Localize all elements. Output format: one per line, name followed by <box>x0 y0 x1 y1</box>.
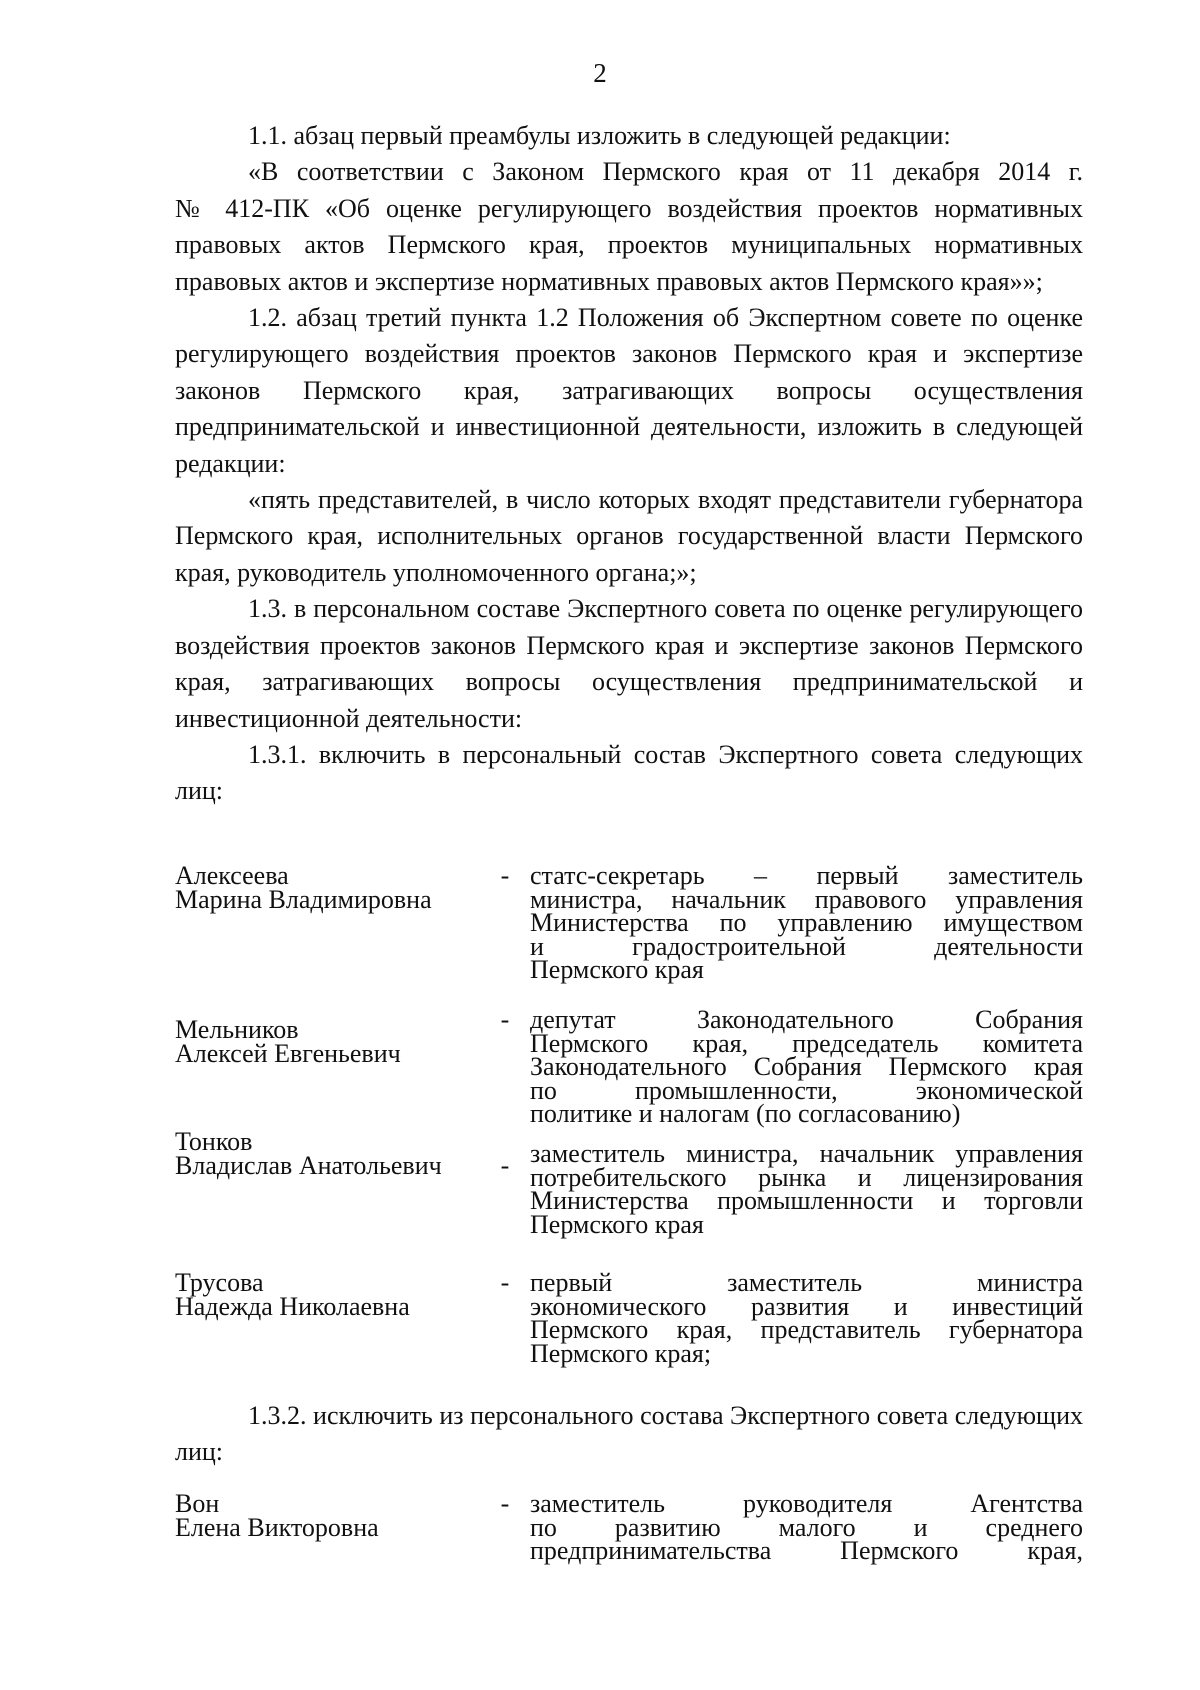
role-line: и градостроительной деятельности <box>530 931 1083 961</box>
role-line: Пермского края; <box>530 1338 712 1368</box>
role-line: Пермского края <box>530 955 704 984</box>
person-role <box>530 861 1083 984</box>
person-name <box>175 1127 475 1180</box>
person-surname: Тонков <box>175 1127 253 1156</box>
role-line: предпринимательства Пермского края, <box>530 1536 1083 1565</box>
role-line: политике и налогам (по согласованию) <box>530 1099 961 1128</box>
person-name <box>175 1015 475 1068</box>
dash-separator: - <box>500 1005 510 1034</box>
person-given-names: Елена Викторовна <box>175 1512 379 1542</box>
person-given-names: Алексей Евгеньевич <box>175 1038 401 1068</box>
role-line: Пермского края, представитель губернатора <box>530 1315 1083 1344</box>
paragraph-1-1: 1.1. абзац первый преамбулы изложить в следующей редакции: <box>248 121 951 150</box>
role-line: заместитель руководителя Агентства <box>530 1489 1083 1518</box>
exclude-section <box>175 1398 1083 1471</box>
role-line: министра, начальник правового управления <box>530 884 1083 914</box>
page-number: 2 <box>593 58 607 88</box>
person-surname: Вон <box>175 1489 220 1518</box>
role-line: экономического развития и инвестиций <box>530 1291 1083 1321</box>
role-line: по развитию малого и среднего <box>530 1512 1083 1542</box>
paragraph-1-3-2: 1.3.2. исключить из персонального состава Экспертного совета следующих лиц: <box>175 1401 1083 1467</box>
person-role <box>530 1005 1083 1128</box>
person-name <box>175 861 475 914</box>
paragraph-quote-representatives: «пять представителей, в число которых входят представители губернатора Пермского края, исполнительных органов государственной власти Пермского края, руководитель уполномоченного органа;»; <box>175 485 1083 587</box>
paragraph-1-2: 1.2. абзац третий пункта 1.2 Положения об Экспертном совете по оценке регулирующего воздействия проектов законов Пермского края и экспертизе законов Пермского края, затрагивающих вопросы осуществления предпринимательской и инвестиционной деятельности, изложить в следующей редакции: <box>175 303 1083 478</box>
role-line: Пермского края, председатель комитета <box>530 1028 1083 1058</box>
role-line: статс-секретарь – первый заместитель <box>530 861 1083 890</box>
role-line: депутат Законодательного Собрания <box>530 1005 1083 1034</box>
person-given-names: Надежда Николаевна <box>175 1291 410 1321</box>
dash-separator: - <box>500 861 510 890</box>
document-body <box>175 118 1083 810</box>
include-list <box>175 861 1083 1404</box>
role-line: Пермского края <box>530 1209 704 1239</box>
person-role <box>530 1489 1083 1565</box>
role-line: первый заместитель министра <box>530 1268 1083 1297</box>
person-given-names: Марина Владимировна <box>175 884 432 914</box>
dash-separator: - <box>500 1151 510 1180</box>
role-line: Министерства промышленности и торговли <box>530 1186 1083 1215</box>
dash-separator: - <box>500 1268 510 1297</box>
role-line: Законодательного Собрания Пермского края <box>530 1052 1083 1081</box>
person-name <box>175 1489 475 1542</box>
paragraph-1-3-1: 1.3.1. включить в персональный состав Экспертного совета следующих лиц: <box>175 739 1083 806</box>
person-surname: Алексеева <box>175 861 289 890</box>
person-surname: Трусова <box>175 1268 264 1297</box>
person-role <box>530 1139 1083 1239</box>
role-line: потребительского рынка и лицензирования <box>530 1162 1083 1192</box>
person-given-names: Владислав Анатольевич <box>175 1150 442 1180</box>
role-line: заместитель министра, начальник управления <box>530 1139 1083 1168</box>
paragraph-1-3: 1.3. в персональном составе Экспертного совета по оценке регулирующего воздействия проектов законов Пермского края и экспертизе законов Пермского края, затрагивающих вопросы осуществления предпринимательской и инвестиционной деятельности: <box>175 594 1083 733</box>
exclude-list <box>175 1489 1083 1572</box>
person-role <box>530 1268 1083 1368</box>
role-line: Министерства по управлению имуществом <box>530 908 1083 937</box>
dash-separator: - <box>500 1489 510 1518</box>
paragraph-quote-rest: № 412-ПК «Об оценке регулирующего воздействия проектов нормативных правовых актов Пермского края, проектов муниципальных нормативных правовых актов и экспертизе нормативных правовых актов Пермского края»»; <box>175 193 1083 296</box>
person-surname: Мельников <box>175 1015 299 1044</box>
person-name <box>175 1268 475 1321</box>
role-line: по промышленности, экономической <box>530 1075 1083 1105</box>
paragraph-quote-line1: «В соответствии с Законом Пермского края от 11 декабря 2014 г. <box>248 157 1083 187</box>
